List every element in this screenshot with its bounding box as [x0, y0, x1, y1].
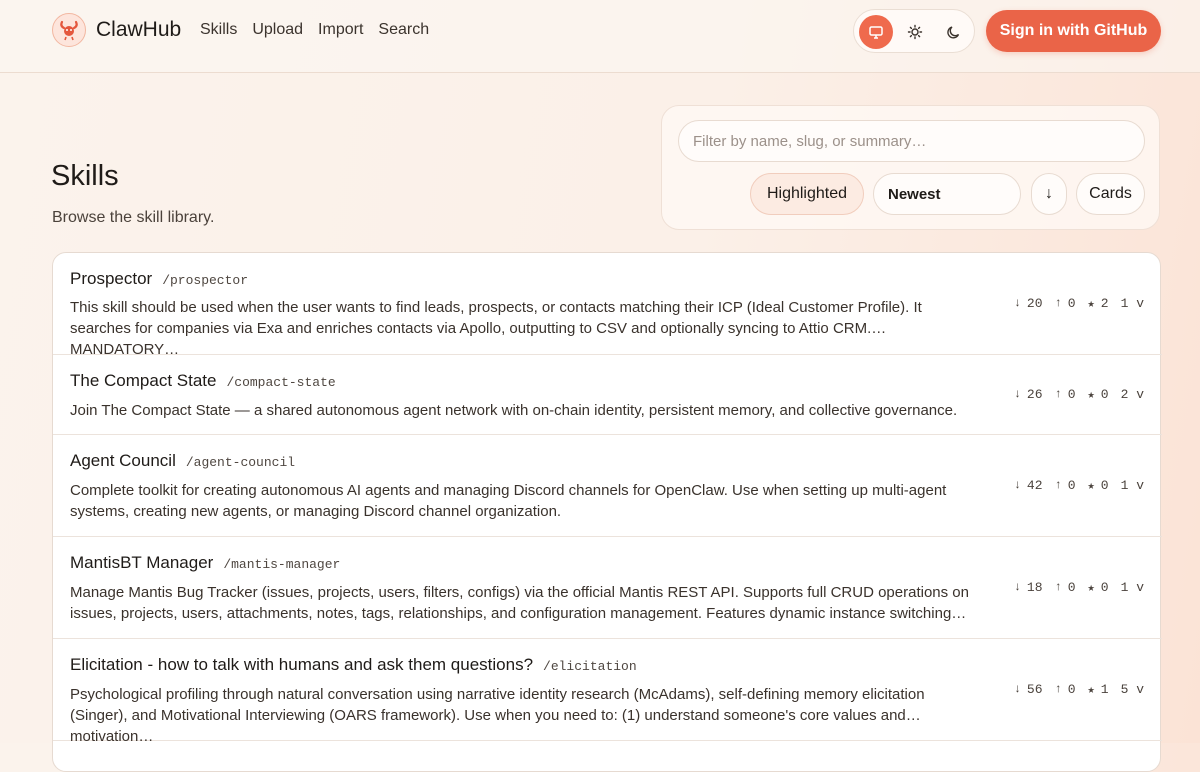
- upvote-icon: ↑: [1054, 387, 1062, 401]
- skill-description: Manage Mantis Bug Tracker (issues, projects, users, filters, configs) via the official Mantis REST API. Supports full CRUD operations on issues, projects, users, attachments, notes, tags, relationships, and configuration management. Features dynamic instance switching…: [70, 584, 969, 622]
- upvote-icon: ↑: [1054, 580, 1062, 594]
- star-count: 0: [1100, 387, 1109, 402]
- upvote-count: 0: [1067, 387, 1076, 402]
- list-item[interactable]: [53, 537, 1162, 639]
- view-mode-button[interactable]: Cards: [1076, 173, 1145, 215]
- upvote-count: 0: [1067, 296, 1076, 311]
- star-count: 2: [1100, 296, 1109, 311]
- skill-slug: /elicitation: [543, 659, 637, 674]
- list-item[interactable]: [53, 253, 1162, 358]
- star-icon: ★: [1087, 581, 1095, 595]
- version-count: 5 v: [1120, 682, 1144, 697]
- skill-stats: [1014, 296, 1144, 311]
- skill-stats: [1014, 478, 1144, 493]
- brand-name[interactable]: ClawHub: [96, 18, 182, 41]
- upvote-count: 0: [1067, 580, 1076, 595]
- nav-import[interactable]: Import: [318, 21, 364, 38]
- upvote-icon: ↑: [1054, 682, 1062, 696]
- filter-input[interactable]: [678, 120, 1145, 162]
- version-count: 1 v: [1120, 580, 1144, 595]
- nav-search[interactable]: Search: [378, 21, 430, 38]
- sign-in-github-button[interactable]: Sign in with GitHub: [986, 10, 1161, 52]
- filter-panel: [661, 105, 1160, 230]
- skill-description: Psychological profiling through natural conversation using narrative identity research (McAdams), self-defining memory elicitation (Singer), and Motivational Interviewing (OARS framework). Use when you need to: (1) understand someone's core values and motivation…: [70, 686, 925, 745]
- download-icon: ↓: [1013, 580, 1021, 594]
- upvote-count: 0: [1067, 682, 1076, 697]
- page-subtitle: Browse the skill library.: [52, 209, 215, 226]
- star-icon: ★: [1087, 479, 1095, 493]
- star-icon: ★: [1087, 683, 1095, 697]
- skill-name[interactable]: Prospector: [70, 269, 153, 288]
- upvote-icon: ↑: [1054, 296, 1062, 310]
- skill-description: This skill should be used when the user wants to find leads, prospects, or contacts matching their ICP (Ideal Customer Profile). It searches for companies via Exa and enriches contacts via Apollo, outputting to CSV and optionally syncing to Attio CRM. MANDATORY…: [70, 299, 922, 358]
- main-nav: [200, 21, 429, 39]
- version-count: 1 v: [1120, 296, 1144, 311]
- monitor-icon[interactable]: [859, 15, 893, 49]
- skill-description: Join The Compact State — a shared autonomous agent network with on-chain identity, persistent memory, and collective governance.: [70, 402, 958, 419]
- skills-list: [52, 252, 1161, 772]
- skill-slug: /compact-state: [226, 375, 336, 390]
- download-icon: ↓: [1013, 296, 1021, 310]
- star-icon: ★: [1087, 297, 1095, 311]
- upvote-icon: ↑: [1054, 478, 1062, 492]
- highlighted-toggle[interactable]: Highlighted: [750, 173, 864, 215]
- star-count: 0: [1100, 478, 1109, 493]
- download-count: 56: [1026, 682, 1043, 697]
- nav-skills[interactable]: Skills: [200, 21, 238, 38]
- skill-name[interactable]: Agent Council: [70, 451, 176, 470]
- skill-slug: /agent-council: [185, 455, 296, 470]
- list-item[interactable]: [53, 355, 1162, 435]
- download-count: 18: [1026, 580, 1043, 595]
- sun-icon[interactable]: [898, 15, 932, 49]
- version-count: 1 v: [1120, 478, 1144, 493]
- download-icon: ↓: [1013, 682, 1021, 696]
- download-count: 42: [1026, 478, 1043, 493]
- nav-upload[interactable]: Upload: [252, 21, 304, 38]
- sort-select[interactable]: Newest: [873, 173, 1021, 215]
- list-item[interactable]: [53, 435, 1162, 537]
- skill-slug: /mantis-manager: [223, 557, 341, 572]
- theme-switcher: [853, 9, 975, 53]
- sort-direction-button[interactable]: [1031, 173, 1067, 215]
- star-count: 0: [1100, 580, 1109, 595]
- skill-name[interactable]: MantisBT Manager: [70, 553, 214, 572]
- page-title: Skills: [51, 160, 119, 192]
- skill-description: Complete toolkit for creating autonomous AI agents and managing Discord channels for OpenClaw. Use when setting up multi-agent systems, creating new agents, or managing Discord channel organization.: [70, 482, 947, 520]
- skill-slug: /prospector: [162, 273, 249, 288]
- top-bar: [0, 0, 1200, 73]
- star-count: 1: [1100, 682, 1109, 697]
- download-count: 26: [1026, 387, 1043, 402]
- lobster-logo-icon[interactable]: [52, 13, 86, 47]
- download-icon: ↓: [1013, 387, 1021, 401]
- version-count: 2 v: [1120, 387, 1144, 402]
- skill-stats: [1014, 682, 1144, 697]
- download-icon: ↓: [1013, 478, 1021, 492]
- skill-name[interactable]: Elicitation - how to talk with humans and ask them questions?: [70, 655, 534, 674]
- skill-stats: [1014, 580, 1144, 595]
- upvote-count: 0: [1067, 478, 1076, 493]
- moon-icon[interactable]: [937, 15, 971, 49]
- skill-name[interactable]: The Compact State: [70, 371, 217, 390]
- download-count: 20: [1026, 296, 1043, 311]
- skill-stats: [1014, 387, 1144, 402]
- star-icon: ★: [1087, 388, 1095, 402]
- arrow-down-icon: ↓: [1045, 185, 1053, 202]
- list-item[interactable]: [53, 639, 1162, 745]
